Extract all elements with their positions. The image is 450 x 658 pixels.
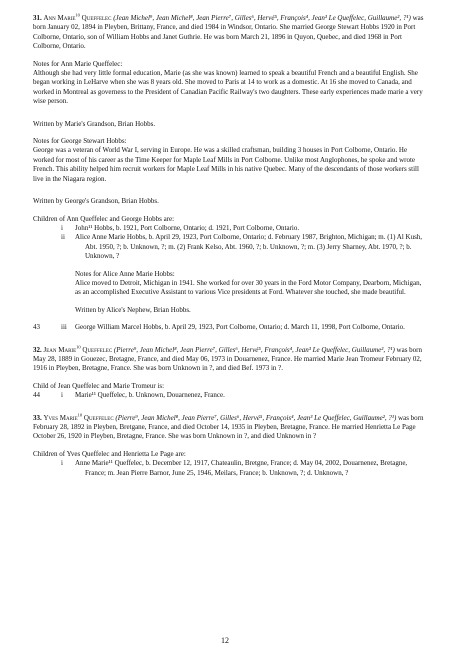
entry-number: 33. bbox=[33, 413, 42, 422]
child-text: George William Marcel Hobbs, b. April 29, 1923, Port Colborne, Ontario; d. March 11, 1998, Port Colborne, Ontario. bbox=[75, 323, 405, 332]
notes-author: Written by Marie's Grandson, Brian Hobbs. bbox=[33, 119, 156, 128]
person-name: Jean Marie bbox=[43, 345, 77, 354]
entry-number: 32. bbox=[33, 345, 42, 354]
child-entry bbox=[33, 459, 428, 478]
child-entry bbox=[33, 233, 428, 261]
children-heading: Children of Yves Queffelec and Henrietta Le Page are: bbox=[33, 449, 186, 458]
notes-body: Although she had very little formal education, Marie (as she was known) learned to speak a beautiful French and a beautiful English. She began working in LeHarve when she was 8 years old. She moved to Paris at 14 to work as a domestic. At 16 she moved to Canada, and worked in Montreal as governess to the President of Canadian Pacific Railway's two daughters. These early experiences made marie a very wise person. bbox=[33, 69, 423, 106]
entry-number: 31. bbox=[33, 14, 42, 22]
generation-number: 10 bbox=[76, 344, 81, 350]
child-ordinal: i bbox=[61, 223, 63, 232]
generation-number: 10 bbox=[75, 12, 80, 18]
child-text: Marie¹¹ Queffelec, b. Unknown, Douarnenez, France. bbox=[75, 391, 225, 400]
child-ordinal: iii bbox=[61, 323, 67, 332]
notes-heading: Notes for Ann Marie Queffelec: bbox=[33, 59, 123, 68]
child-entry bbox=[33, 224, 428, 233]
notes-author: Written by Alice's Nephew, Brian Hobbs. bbox=[75, 305, 191, 314]
lineage: (Jean Michel⁹, Jean Michel⁸, Jean Pierre⁷, Gilles⁶, Hervé⁵, François⁴, Jean³ Le Queffelec, Guillaume², ?¹) bbox=[113, 14, 411, 22]
child-entry bbox=[33, 323, 428, 332]
child-number: 43 bbox=[33, 323, 40, 332]
child-ordinal: i bbox=[61, 459, 63, 468]
child-text: Alice Anne Marie Hobbs, b. April 29, 1923, Port Colborne, Ontario; d. February 1987, Brighton, Michigan; m. (1) Al Kush, Abt. 1950, ?; b. Unknown, ?; m. (2) Frank Kelso, Abt. 1960, ?; b. Unknown, ?; m. (3) Jerry Sharney, Abt. 1970, ?; b. Unknown, ? bbox=[75, 233, 423, 261]
person-name: Yves Marie bbox=[43, 413, 78, 422]
child-text: John¹¹ Hobbs, b. 1921, Port Colborne, Ontario; d. 1921, Port Colborne, Ontario. bbox=[75, 223, 300, 232]
children-heading: Children of Ann Queffelec and George Hobbs are: bbox=[33, 214, 175, 223]
person-name: Ann Marie bbox=[43, 14, 76, 22]
lineage: (Pierre⁹, Jean Michel⁸, Jean Pierre⁷, Gilles⁶, Hervé⁵, François⁴, Jean³ Le Queffelec, Guillaume², ?¹) bbox=[113, 345, 395, 354]
person-surname: Queffelec bbox=[81, 14, 112, 22]
person-surname: Queffelec bbox=[83, 413, 114, 422]
entry-text: was born January 02, 1894 in Pleyben, Brittany, France, and died 1984 in Windsor, Ontario. She married George Stewart Hobbs 1920 in Port Colborne, Ontario, son of William Hobbs and Janet Guthrie. He was born March 21, 1896 in Quyon, Quebec, and died 1968 in Port Colborne, Ontario. bbox=[33, 14, 424, 51]
notes-heading: Notes for George Stewart Hobbs: bbox=[33, 137, 127, 146]
person-surname: Queffelec bbox=[82, 345, 113, 354]
notes-body: George was a veteran of World War I, serving in Europe. He was a skilled craftsman, building 3 houses in Port Colborne, Ontario. He worked for most of his career as the Time Keeper for Maple Leaf Mills in Port Colborne. Unlike most Anglophones, he spoke and wrote French. This ability helped him recruit workers for Maple Leaf Mills in his native Quebec. Many of the descendants of those workers still live in the Niagara region. bbox=[33, 146, 419, 183]
entry-text: was born May 28, 1889 in Gouezec, Bretagne, France, and died May 06, 1973 in Douarnenez, France. He married Marie Jean Tromeur February 02, 1916 in Pleyben, Bretagne, France. She was born Unknown in ?, and died Bef. 1973 in ?. bbox=[33, 345, 422, 373]
entry-31 bbox=[33, 14, 428, 52]
generation-number: 10 bbox=[77, 412, 83, 418]
page-number: 12 bbox=[221, 636, 229, 645]
child-ordinal: i bbox=[61, 391, 63, 400]
lineage: (Pierre⁹, Jean Michel⁸, Jean Pierre⁷, Gilles⁶, Hervé⁵, François⁴, Jean³ Le Queffelec, Guillaume², ?¹) bbox=[115, 413, 397, 422]
notes-body: Alice moved to Detroit, Michigan in 1941. She worked for over 30 years in the Ford Motor Company, Dearborn, Michigan, as an accomplished Executive Assistant to various Vice presidents at Ford. Whatever she touched, she made beautiful. bbox=[75, 278, 422, 297]
entry-33 bbox=[33, 414, 428, 442]
notes-heading: Notes for Alice Anne Marie Hobbs: bbox=[75, 269, 175, 278]
child-ordinal: ii bbox=[61, 233, 65, 242]
child-number: 44 bbox=[33, 391, 40, 400]
child-text: Anne Marie¹¹ Queffelec, b. December 12, 1917, Chateaulin, Bretgne, France; d. May 04, 2002, Douarnenez, Bretagne, France; m. Jean Pierre Barnor, June 25, 1946, Meilars, France; b. Unknown, ?; d. Unknown, ? bbox=[75, 459, 408, 477]
entry-text: was born February 28, 1892 in Pleyben, Bretgane, France, and died October 14, 1935 in Pleyben, Bretagne, France. He married Henrietta Le Page October 26, 1920 in Pleyben, Bretagne, France. She was born Unknown in ?, and died Unknown in ? bbox=[33, 413, 424, 441]
child-entry bbox=[33, 391, 428, 400]
entry-32 bbox=[33, 346, 428, 374]
children-heading: Child of Jean Queffelec and Marie Tromeur is: bbox=[33, 381, 165, 390]
notes-author: Written by George's Grandson, Brian Hobbs. bbox=[33, 197, 159, 206]
